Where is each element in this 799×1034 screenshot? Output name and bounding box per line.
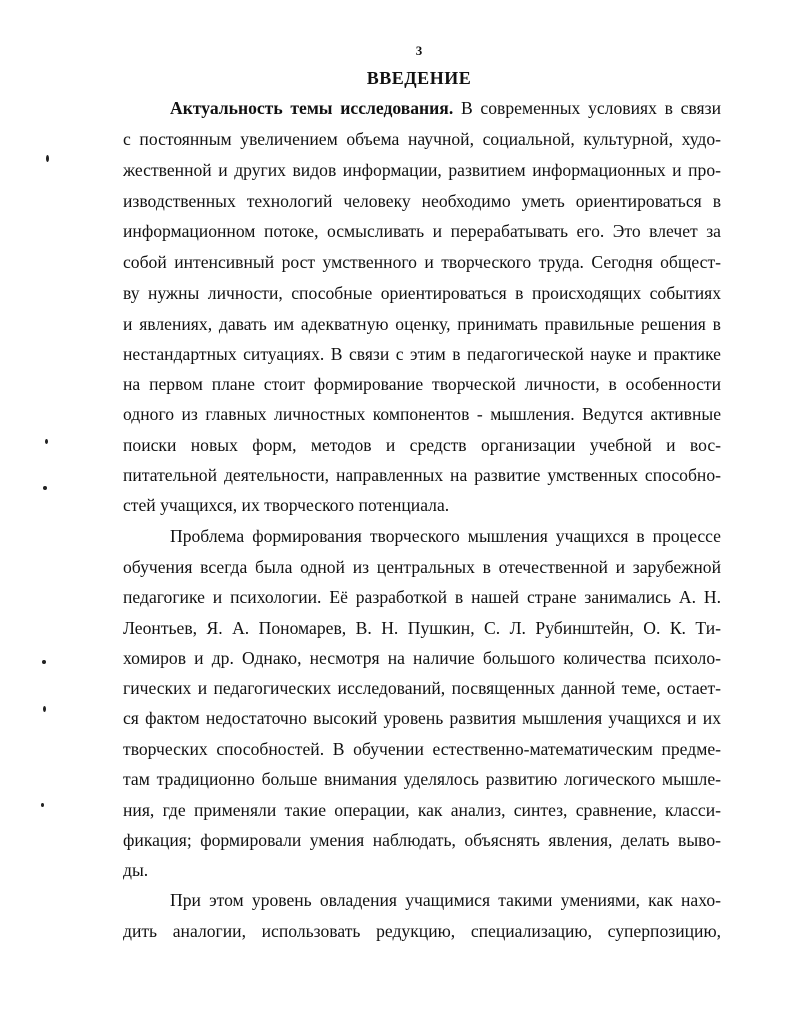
paragraph-2-line-1: Проблема формирования творческого мышления учащихся в процессе	[170, 526, 721, 546]
text-line: фикация; формировали умения наблюдать, объяснять явления, делать выво-	[123, 830, 721, 850]
lead-phrase: Актуальность темы исследования.	[170, 98, 454, 118]
paragraph-1-line-1	[170, 97, 721, 119]
scan-speck	[43, 486, 47, 490]
scan-speck	[41, 803, 44, 807]
text-line: изводственных технологий человеку необходимо уметь ориентироваться в	[123, 191, 721, 211]
text-line: информационном потоке, осмысливать и перерабатывать его. Это влечет за	[123, 221, 721, 241]
scan-speck	[42, 660, 46, 664]
text-line: ды.	[123, 860, 149, 880]
page-number: 3	[415, 43, 423, 58]
scan-speck	[46, 155, 49, 162]
text-line: обучения всегда была одной из центральных в отечественной и зарубежной	[123, 557, 721, 577]
text-line: и явлениях, давать им адекватную оценку, принимать правильные решения в	[123, 314, 721, 334]
text-line: дить аналогии, использовать редукцию, специализацию, суперпозицию,	[123, 921, 721, 941]
paragraph-3-line-1: При этом уровень овладения учащимися такими умениями, как нахо-	[170, 890, 721, 910]
text-line: ния, где применяли такие операции, как анализ, синтез, сравнение, класси-	[123, 800, 721, 820]
text-line: творческих способностей. В обучении естественно-математическим предме-	[123, 739, 721, 759]
scan-speck	[45, 439, 48, 444]
text-line: поиски новых форм, методов и средств организации учебной и вос-	[123, 435, 721, 455]
text-line: там традиционно больше внимания уделялось развитию логического мышле-	[123, 769, 721, 789]
text-line: собой интенсивный рост умственного и творческого труда. Сегодня общест-	[123, 252, 721, 272]
text-line: хомиров и др. Однако, несмотря на наличие большого количества психоло-	[123, 648, 721, 668]
text-line: ся фактом недостаточно высокий уровень развития мышления учащихся и их	[123, 708, 721, 728]
text-line: нестандартных ситуациях. В связи с этим в педагогической науке и практике	[123, 344, 721, 364]
text-line: жественной и других видов информации, развитием информационных и про-	[123, 160, 721, 180]
text-line: на первом плане стоит формирование творческой личности, в особенности	[123, 374, 721, 394]
paragraph-1-line-1-rest: В современных условиях в связи	[453, 98, 721, 118]
text-line: стей учащихся, их творческого потенциала.	[123, 495, 450, 515]
text-line: гических и педагогических исследований, посвященных данной теме, остает-	[123, 678, 721, 698]
text-line: одного из главных личностных компонентов - мышления. Ведутся активные	[123, 404, 721, 424]
text-line: питательной деятельности, направленных на развитие умственных способно-	[123, 465, 721, 485]
text-line: с постоянным увеличением объема научной, социальной, культурной, худо-	[123, 129, 721, 149]
section-title: ВВЕДЕНИЕ	[366, 68, 472, 88]
text-line: Леонтьев, Я. А. Пономарев, В. Н. Пушкин, С. Л. Рубинштейн, О. К. Ти-	[123, 618, 721, 638]
scan-speck	[43, 706, 46, 712]
text-line: педагогике и психологии. Её разработкой в нашей стране занимались А. Н.	[123, 587, 721, 607]
text-line: ву нужны личности, способные ориентироваться в происходящих событиях	[123, 283, 721, 303]
